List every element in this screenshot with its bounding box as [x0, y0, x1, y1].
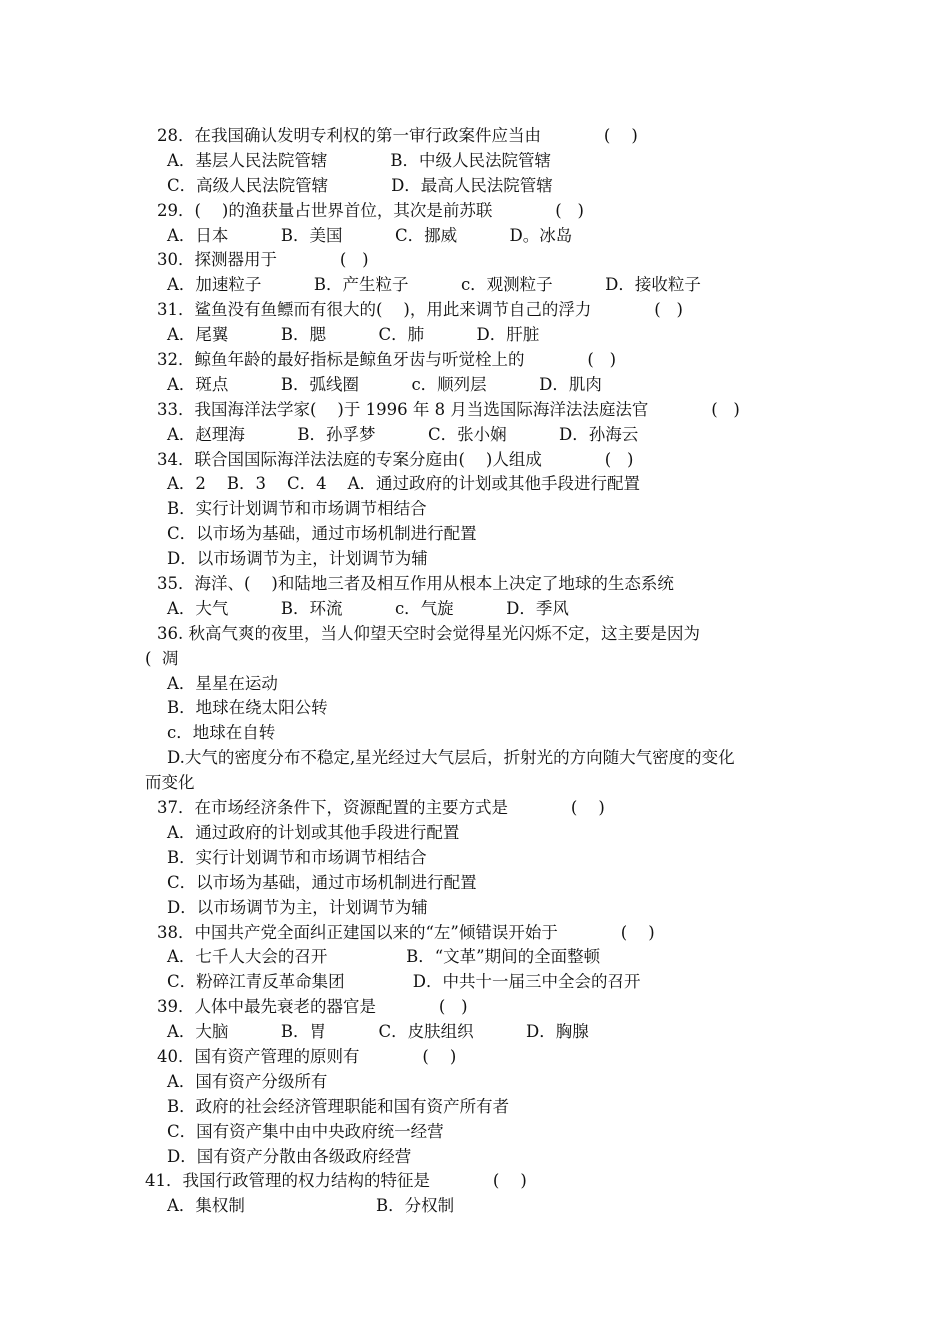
- question-line: 32．鲸鱼年龄的最好指标是鲸鱼牙齿与听觉栓上的 ( ): [157, 350, 617, 370]
- option-line: B．地球在绕太阳公转: [167, 698, 328, 718]
- question-line: 39．人体中最先衰老的器官是 ( ): [157, 997, 468, 1017]
- text-line: 而变化: [145, 773, 195, 793]
- option-line: A．加速粒子 B．产生粒子 c．观测粒子 D．接收粒子: [167, 275, 701, 295]
- option-line: C．粉碎江青反革命集团 D．中共十一届三中全会的召开: [167, 972, 641, 992]
- question-line: 36. 秋高气爽的夜里，当人仰望天空时会觉得星光闪烁不定，这主要是因为: [157, 623, 700, 643]
- option-line: C．以市场为基础，通过市场机制进行配置: [167, 872, 477, 892]
- option-line: c．地球在自转: [167, 723, 276, 743]
- option-line: A．通过政府的计划或其他手段进行配置: [167, 822, 460, 842]
- option-line: B．实行计划调节和市场调节相结合: [167, 847, 427, 867]
- question-line: 30．探测器用于 ( ): [157, 250, 369, 270]
- option-line: B．政府的社会经济管理职能和国有资产所有者: [167, 1096, 510, 1116]
- option-line: D．国有资产分散由各级政府经营: [167, 1146, 412, 1166]
- option-line: D．以市场调节为主，计划调节为辅: [167, 549, 428, 569]
- option-line: C．以市场为基础，通过市场机制进行配置: [167, 524, 477, 544]
- question-line: 31．鲨鱼没有鱼鳔而有很大的( )，用此来调节自己的浮力 ( ): [157, 300, 683, 320]
- option-line: D．以市场调节为主，计划调节为辅: [167, 897, 428, 917]
- option-line: A．集权制 B．分权制: [167, 1196, 455, 1216]
- option-line: B．实行计划调节和市场调节相结合: [167, 499, 427, 519]
- option-line: A．七千人大会的召开 B．“文革”期间的全面整顿: [167, 947, 601, 967]
- option-line: A．尾翼 B．腮 C．肺 D．肝脏: [167, 325, 540, 345]
- option-line: C．国有资产集中由中央政府统一经营: [167, 1121, 444, 1141]
- question-line: 35．海洋、( )和陆地三者及相互作用从根本上决定了地球的生态系统: [157, 574, 674, 594]
- option-line: A．大脑 B．胃 C．皮肤组织 D．胸腺: [167, 1022, 589, 1042]
- option-line: A．国有资产分级所有: [167, 1071, 328, 1091]
- option-line: A．赵理海 B．孙孚梦 C．张小娴 D．孙海云: [167, 424, 639, 444]
- text-line: ( 凋: [145, 648, 179, 668]
- text-line: D.大气的密度分布不稳定,星光经过大气层后，折射光的方向随大气密度的变化: [167, 748, 735, 768]
- option-line: A．斑点 B．弧线圈 c．顺列层 D．肌肉: [167, 374, 602, 394]
- question-line: 28．在我国确认发明专利权的第一审行政案件应当由 ( ): [157, 126, 638, 145]
- question-line: 33．我国海洋法学家( )于 1996 年 8 月当选国际海洋法法庭法官 ( ): [157, 399, 740, 419]
- question-line: 29．( )的渔获量占世界首位，其次是前苏联 ( ): [157, 200, 584, 220]
- question-line: 40．国有资产管理的原则有 ( ): [157, 1046, 457, 1066]
- option-line: A．日本 B．美国 C．挪威 D。冰岛: [167, 225, 573, 245]
- question-line: 38．中国共产党全面纠正建国以来的“左”倾错误开始于 ( ): [157, 922, 655, 942]
- question-line: 37．在市场经济条件下，资源配置的主要方式是 ( ): [157, 798, 605, 818]
- text-line: 41．我国行政管理的权力结构的特征是 ( ): [145, 1171, 527, 1191]
- option-line: A．星星在运动: [167, 673, 278, 693]
- option-line: C．高级人民法院管辖 D．最高人民法院管辖: [167, 175, 553, 195]
- question-line: 34．联合国国际海洋法法庭的专案分庭由( )人组成 ( ): [157, 449, 634, 469]
- option-line: A．2 B．3 C．4 A．通过政府的计划或其他手段进行配置: [167, 474, 641, 494]
- option-line: A．基层人民法院管辖 B．中级人民法院管辖: [167, 150, 551, 170]
- question-list: [145, 124, 825, 1219]
- option-line: A．大气 B．环流 c．气旋 D．季风: [167, 598, 569, 618]
